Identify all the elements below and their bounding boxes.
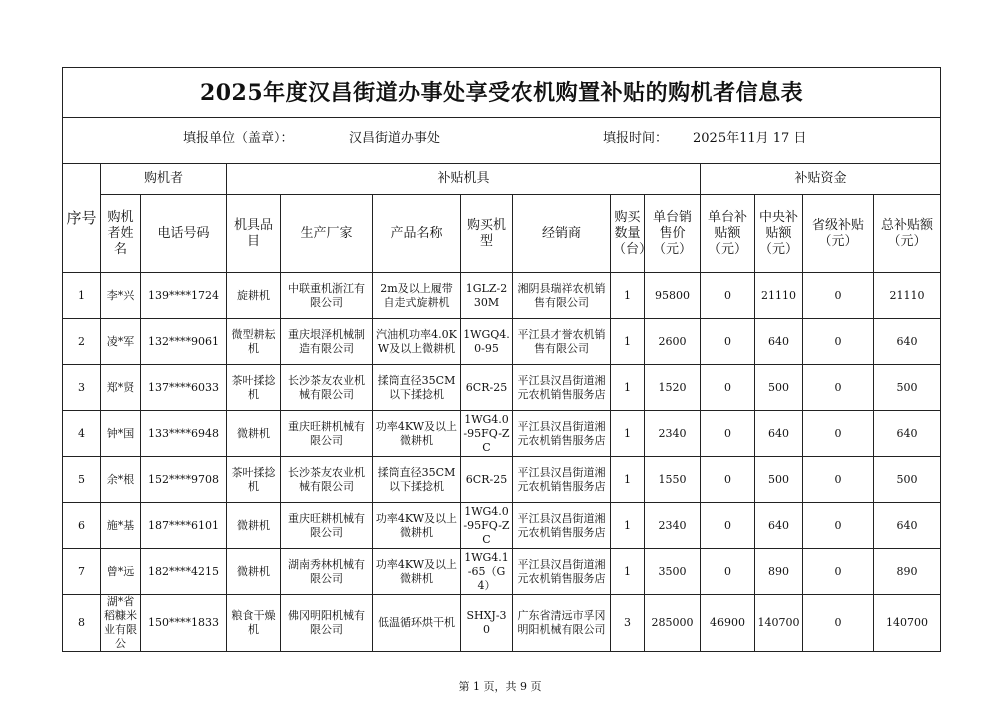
time-label: 填报时间： (603, 131, 669, 146)
cell-provincial: 0 (803, 411, 874, 457)
cell-total: 640 (874, 411, 941, 457)
cell-central: 890 (755, 549, 803, 595)
table-body (63, 273, 941, 652)
table-row (63, 595, 941, 652)
cell-total: 140700 (874, 595, 941, 652)
header-unit-subsidy: 单台补贴额（元） (701, 195, 755, 273)
header-product: 产品名称 (373, 195, 461, 273)
cell-name: 余*根 (101, 457, 141, 503)
cell-provincial: 0 (803, 273, 874, 319)
cell-unit-subsidy: 0 (701, 503, 755, 549)
cell-maker: 长沙茶友农业机械有限公司 (281, 457, 373, 503)
cell-product: 揉筒直径35CM以下揉捻机 (373, 457, 461, 503)
header-seq: 序号 (63, 164, 101, 273)
group-machine: 补贴机具 (227, 164, 701, 195)
cell-seq: 1 (63, 273, 101, 319)
cell-name: 凌*军 (101, 319, 141, 365)
cell-phone: 152****9708 (141, 457, 227, 503)
cell-provincial: 0 (803, 549, 874, 595)
cell-phone: 133****6948 (141, 411, 227, 457)
cell-model: 1WG4.0-95FQ-ZC (461, 503, 513, 549)
cell-provincial: 0 (803, 595, 874, 652)
cell-unit-subsidy: 0 (701, 319, 755, 365)
cell-total: 500 (874, 365, 941, 411)
cell-dealer: 湘阴县瑞祥农机销售有限公司 (513, 273, 611, 319)
cell-central: 640 (755, 503, 803, 549)
cell-seq: 8 (63, 595, 101, 652)
cell-maker: 长沙茶友农业机械有限公司 (281, 365, 373, 411)
cell-price: 2600 (645, 319, 701, 365)
cell-maker: 佛冈明阳机械有限公司 (281, 595, 373, 652)
cell-qty: 1 (611, 549, 645, 595)
cell-model: 1WG4.1-65（G4） (461, 549, 513, 595)
page-footer: 第 1 页，共 9 页 (458, 680, 542, 693)
cell-category: 微耕机 (227, 503, 281, 549)
unit-value: 汉昌街道办事处 (349, 131, 441, 146)
cell-price: 95800 (645, 273, 701, 319)
cell-price: 2340 (645, 411, 701, 457)
cell-product: 功率4KW及以上微耕机 (373, 503, 461, 549)
cell-unit-subsidy: 0 (701, 549, 755, 595)
cell-dealer: 广东省清远市孚冈明阳机械有限公司 (513, 595, 611, 652)
unit-label: 填报单位（盖章）： (183, 131, 294, 146)
cell-unit-subsidy: 0 (701, 457, 755, 503)
report-info-row (63, 118, 941, 164)
cell-product: 功率4KW及以上微耕机 (373, 549, 461, 595)
cell-dealer: 平江县汉昌街道湘元农机销售服务店 (513, 457, 611, 503)
cell-central: 640 (755, 411, 803, 457)
group-funds: 补贴资金 (701, 164, 941, 195)
header-phone: 电话号码 (141, 195, 227, 273)
cell-maker: 湖南秀林机械有限公司 (281, 549, 373, 595)
cell-seq: 4 (63, 411, 101, 457)
cell-phone: 150****1833 (141, 595, 227, 652)
cell-maker: 重庆旺耕机械有限公司 (281, 503, 373, 549)
cell-category: 粮食干燥机 (227, 595, 281, 652)
table-row (63, 457, 941, 503)
cell-seq: 2 (63, 319, 101, 365)
cell-product: 功率4KW及以上微耕机 (373, 411, 461, 457)
cell-seq: 5 (63, 457, 101, 503)
cell-qty: 1 (611, 273, 645, 319)
cell-name: 湖*省稻糠米业有限公 (101, 595, 141, 652)
cell-phone: 137****6033 (141, 365, 227, 411)
header-category: 机具品目 (227, 195, 281, 273)
cell-seq: 6 (63, 503, 101, 549)
cell-category: 微型耕耘机 (227, 319, 281, 365)
header-price: 单台销售价（元） (645, 195, 701, 273)
cell-product: 汽油机功率4.0KW及以上微耕机 (373, 319, 461, 365)
cell-provincial: 0 (803, 365, 874, 411)
cell-total: 640 (874, 319, 941, 365)
cell-qty: 1 (611, 319, 645, 365)
cell-central: 21110 (755, 273, 803, 319)
header-name: 购机者姓名 (101, 195, 141, 273)
cell-central: 500 (755, 365, 803, 411)
header-provincial: 省级补贴（元） (803, 195, 874, 273)
cell-total: 21110 (874, 273, 941, 319)
cell-qty: 1 (611, 411, 645, 457)
cell-name: 李*兴 (101, 273, 141, 319)
cell-price: 1520 (645, 365, 701, 411)
header-maker: 生产厂家 (281, 195, 373, 273)
cell-category: 茶叶揉捻机 (227, 457, 281, 503)
cell-product: 揉筒直径35CM以下揉捻机 (373, 365, 461, 411)
cell-provincial: 0 (803, 319, 874, 365)
cell-maker: 中联重机浙江有限公司 (281, 273, 373, 319)
cell-provincial: 0 (803, 503, 874, 549)
cell-phone: 132****9061 (141, 319, 227, 365)
cell-model: 6CR-25 (461, 365, 513, 411)
cell-name: 曾*远 (101, 549, 141, 595)
cell-central: 500 (755, 457, 803, 503)
cell-total: 640 (874, 503, 941, 549)
cell-maker: 重庆旺耕机械有限公司 (281, 411, 373, 457)
cell-dealer: 平江县汉昌街道湘元农机销售服务店 (513, 503, 611, 549)
subsidy-info-sheet (62, 67, 940, 652)
cell-model: 6CR-25 (461, 457, 513, 503)
cell-dealer: 平江县才誉农机销售有限公司 (513, 319, 611, 365)
cell-phone: 187****6101 (141, 503, 227, 549)
cell-maker: 重庆垠泽机械制造有限公司 (281, 319, 373, 365)
cell-category: 旋耕机 (227, 273, 281, 319)
cell-unit-subsidy: 0 (701, 365, 755, 411)
cell-dealer: 平江县汉昌街道湘元农机销售服务店 (513, 365, 611, 411)
header-total: 总补贴额（元） (874, 195, 941, 273)
cell-model: SHXJ-30 (461, 595, 513, 652)
cell-name: 施*基 (101, 503, 141, 549)
cell-unit-subsidy: 0 (701, 411, 755, 457)
cell-model: 1GLZ-230M (461, 273, 513, 319)
header-central: 中央补贴额（元） (755, 195, 803, 273)
cell-dealer: 平江县汉昌街道湘元农机销售服务店 (513, 549, 611, 595)
table-row (63, 549, 941, 595)
cell-total: 890 (874, 549, 941, 595)
cell-price: 3500 (645, 549, 701, 595)
cell-central: 140700 (755, 595, 803, 652)
table-row (63, 411, 941, 457)
subsidy-table (62, 67, 941, 652)
cell-central: 640 (755, 319, 803, 365)
cell-phone: 139****1724 (141, 273, 227, 319)
cell-price: 2340 (645, 503, 701, 549)
cell-total: 500 (874, 457, 941, 503)
group-buyer: 购机者 (101, 164, 227, 195)
cell-seq: 3 (63, 365, 101, 411)
table-row (63, 319, 941, 365)
table-row (63, 273, 941, 319)
cell-category: 茶叶揉捻机 (227, 365, 281, 411)
time-value: 2025年11月 17 日 (693, 131, 807, 146)
cell-qty: 1 (611, 365, 645, 411)
header-qty: 购买数量（台） (611, 195, 645, 273)
table-row (63, 503, 941, 549)
cell-phone: 182****4215 (141, 549, 227, 595)
cell-qty: 3 (611, 595, 645, 652)
table-row (63, 365, 941, 411)
cell-model: 1WG4.0-95FQ-ZC (461, 411, 513, 457)
header-model: 购买机型 (461, 195, 513, 273)
cell-qty: 1 (611, 457, 645, 503)
cell-provincial: 0 (803, 457, 874, 503)
cell-category: 微耕机 (227, 411, 281, 457)
cell-product: 2m及以上履带自走式旋耕机 (373, 273, 461, 319)
cell-name: 郑*贤 (101, 365, 141, 411)
cell-seq: 7 (63, 549, 101, 595)
cell-category: 微耕机 (227, 549, 281, 595)
page-title: 2025年度汉昌街道办事处享受农机购置补贴的购机者信息表 (63, 68, 941, 118)
cell-unit-subsidy: 46900 (701, 595, 755, 652)
cell-unit-subsidy: 0 (701, 273, 755, 319)
cell-name: 钟*国 (101, 411, 141, 457)
header-dealer: 经销商 (513, 195, 611, 273)
cell-qty: 1 (611, 503, 645, 549)
cell-price: 1550 (645, 457, 701, 503)
cell-price: 285000 (645, 595, 701, 652)
cell-product: 低温循环烘干机 (373, 595, 461, 652)
cell-dealer: 平江县汉昌街道湘元农机销售服务店 (513, 411, 611, 457)
cell-model: 1WGQ4.0-95 (461, 319, 513, 365)
